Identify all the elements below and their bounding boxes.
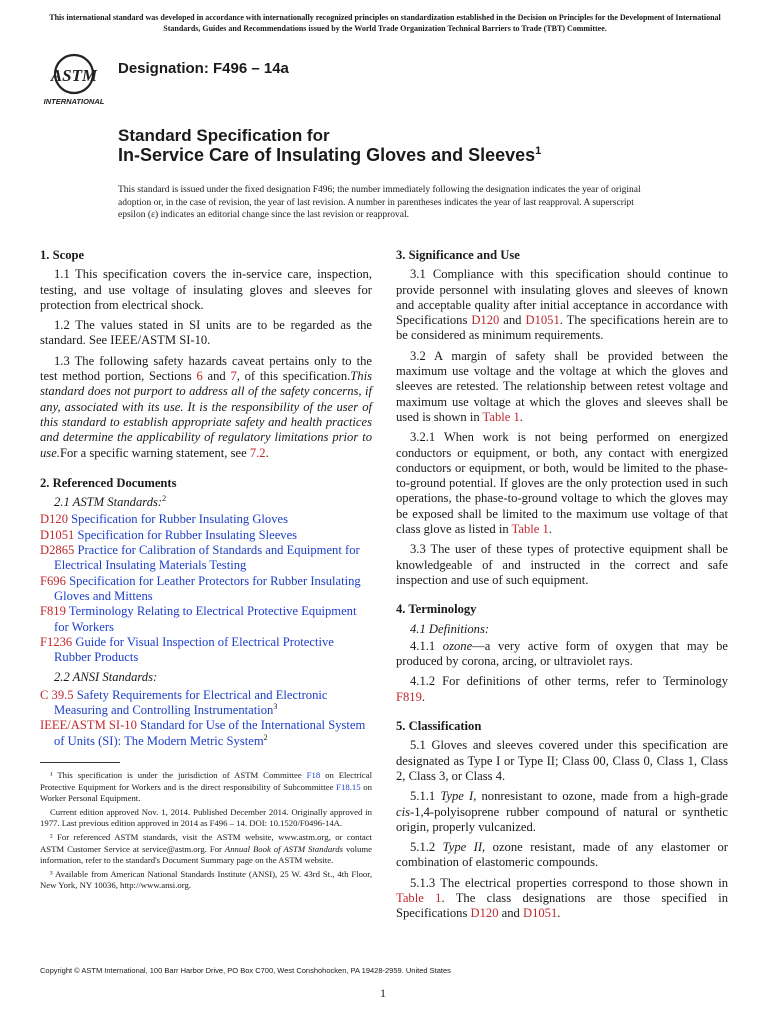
reference-title-link[interactable]: Standard for Use of the International System of Units (SI): The Modern Metric System bbox=[54, 718, 366, 748]
reference-item bbox=[40, 635, 372, 666]
designation: Designation: F496 – 14a bbox=[118, 60, 289, 77]
standard-note: This standard is issued under the fixed designation F496; the number immediately following the designation indicates the year of original adoption or, in the case of revision, the year of last revision. A number in parentheses indicates the year of last reapproval. A superscript epsilon (ε) indicates an editorial change since the last revision or reapproval. bbox=[118, 185, 641, 220]
footnote-3: ³ Available from American National Standards Institute (ANSI), 25 W. 43rd St., 4th Floor, New York, NY 10036, http://www.ansi.org. bbox=[40, 868, 372, 891]
d120-link[interactable]: D120 bbox=[470, 906, 499, 921]
top-notice: This international standard was developed in accordance with internationally recognized principles on standardization established in the Decision on Principles for the Development of International Standards, Guides and Recommendations issued by the World Trade Organization Technical Barriers to Trade (TBT) Committee. bbox=[49, 13, 721, 33]
astm-standards-list bbox=[40, 512, 372, 665]
significance-3-2-1: 3.2.1 When work is not being performed on energized conductors or equipment, or both, any contact with energized conductors or equipment, or both, would be limited to the phase-to-ground potential. If gloves are the only protection used in such operations, the phase-to-ground voltage to which the gloves may be exposed shall be limited to the maximum use voltage of that class glove as listed in Table 1. bbox=[396, 430, 728, 537]
reference-code-link[interactable]: F696 bbox=[40, 573, 66, 588]
section-6-link[interactable]: 6 bbox=[196, 369, 203, 384]
classification-5-1-2: 5.1.2 Type II, ozone resistant, made of any elastomer or combination of elastomeric compounds. bbox=[396, 840, 728, 870]
d1051-link[interactable]: D1051 bbox=[525, 313, 560, 328]
reference-code-link[interactable]: D2865 bbox=[40, 543, 75, 558]
ansi-standards-label: 2.2 ANSI Standards: bbox=[54, 670, 158, 685]
reference-code-link[interactable]: F1236 bbox=[40, 634, 73, 649]
reference-title-link[interactable]: Safety Requirements for Electrical and Electronic Measuring and Controlling Instrumentation bbox=[54, 687, 328, 718]
copyright: Copyright © ASTM International, 100 Barr Harbor Drive, PO Box C700, West Conshohocken, PA 19428-2959. United States bbox=[40, 966, 451, 975]
footnote-1-edition: Current edition approved Nov. 1, 2014. Published December 2014. Originally approved in 1977. Last previous edition approved in 2014 as F496 – 14. DOI: 10.1520/F0496-14A. bbox=[40, 806, 372, 829]
scope-heading: 1. Scope bbox=[40, 248, 85, 262]
f18-15-link[interactable]: F18.15 bbox=[336, 781, 361, 792]
reference-item bbox=[40, 528, 372, 543]
footnotes bbox=[40, 770, 372, 894]
terminology-4-1-2: 4.1.2 For definitions of other terms, refer to Terminology F819. bbox=[396, 674, 728, 704]
reference-title-link[interactable]: Specification for Rubber Insulating Gloves bbox=[71, 512, 288, 527]
title-line-2: In-Service Care of Insulating Gloves and Sleeves$^1$ bbox=[118, 145, 542, 165]
f819-link[interactable]: F819 bbox=[396, 689, 422, 704]
right-column bbox=[396, 248, 728, 927]
reference-title-link[interactable]: Terminology Relating to Electrical Protective Equipment for Workers bbox=[54, 604, 357, 634]
left-column bbox=[40, 248, 372, 754]
definitions-label: 4.1 Definitions: bbox=[410, 621, 490, 636]
ansi-standards-list bbox=[40, 688, 372, 749]
astm-logo bbox=[40, 52, 112, 108]
reference-title-link[interactable]: Practice for Calibration of Standards and Equipment for Electrical Insulating Materials Testing bbox=[54, 543, 360, 573]
scope-1-3: 1.3 The following safety hazards caveat pertains only to the test method portion, Sections 6 and 7, of this specification.This standard does not purport to address all of the safety concerns, if any, associated with its use. It is the responsibility of the user of this standard to establish appropriate safety and health practices and determine the applicability of regulatory limitations prior to use.For a specific warning statement, see 7.2. bbox=[40, 353, 372, 460]
page-number: 1 bbox=[380, 986, 386, 1000]
footnote-rule bbox=[40, 762, 120, 763]
title-footnote-mark: 1 bbox=[535, 145, 542, 157]
reference-title-link[interactable]: Guide for Visual Inspection of Electrical Protective Rubber Products bbox=[54, 634, 334, 665]
reference-item bbox=[40, 604, 372, 635]
reference-item bbox=[40, 512, 372, 527]
classification-5-1: 5.1 Gloves and sleeves covered under this specification are designated as Type I or Type II; Class 00, Class 0, Class 1, Class 2, Class 3, or Class 4. bbox=[396, 738, 728, 783]
reference-footnote-mark: 3 bbox=[273, 701, 278, 711]
significance-3-3: 3.3 The user of these types of protective equipment shall be knowledgeable of and instructed in the correct and safe inspection and use of such equipment. bbox=[396, 542, 728, 587]
classification-heading: 5. Classification bbox=[396, 719, 482, 734]
d1051-link[interactable]: D1051 bbox=[522, 906, 558, 921]
section-7-2-link[interactable]: 7.2 bbox=[249, 445, 266, 460]
title-line-1: Standard Specification for bbox=[118, 126, 330, 145]
reference-item bbox=[40, 574, 372, 605]
section-7-link[interactable]: 7 bbox=[230, 369, 237, 384]
refdocs-heading: 2. Referenced Documents bbox=[40, 475, 177, 490]
reference-title-link[interactable]: Specification for Leather Protectors for Rubber Insulating Gloves and Mittens bbox=[54, 573, 361, 603]
reference-code-link[interactable]: IEEE/ASTM SI-10 bbox=[40, 718, 137, 733]
reference-code-link[interactable]: C 39.5 bbox=[40, 687, 74, 702]
significance-3-1: 3.1 Compliance with this specification should continue to provide personnel with insulating gloves and sleeves of known and acceptable quality after initial acceptance in accordance with Specifications D120 and D1051. The specifications herein are to be considered as minimum requirements. bbox=[396, 267, 729, 343]
scope-1-2: 1.2 The values stated in SI units are to be regarded as the standard. See IEEE/ASTM SI-10. bbox=[40, 318, 372, 348]
significance-3-2: 3.2 A margin of safety shall be provided between the maximum use voltage and the voltage at which the gloves and sleeves are retested. The relationship between retest voltage and maximum use voltage at which the gloves and sleeves shall be used is shown in Table 1. bbox=[396, 348, 728, 424]
table-1-link[interactable]: Table 1 bbox=[396, 890, 442, 905]
table-1-link[interactable]: Table 1 bbox=[511, 522, 549, 537]
logo-letters: ASTM bbox=[50, 66, 98, 85]
significance-heading: 3. Significance and Use bbox=[396, 248, 520, 262]
reference-code-link[interactable]: D120 bbox=[40, 512, 68, 527]
astm-standards-label: 2.1 ASTM Standards:$^2$ bbox=[54, 493, 167, 510]
footnote-2: ² For referenced ASTM standards, visit the ASTM website, www.astm.org, or contact ASTM Customer Service at service@astm.org. For Annual Book of ASTM Standards volume information, refer to the standard's Document Summary page on the ASTM website. bbox=[40, 831, 372, 866]
footnote-1: ¹ This specification is under the jurisdiction of ASTM Committee F18 on Electrical Protective Equipment for Workers and is the direct responsibility of Subcommittee F18.15 on Worker Personal Equipment. bbox=[40, 770, 372, 804]
reference-item bbox=[40, 688, 372, 719]
reference-code-link[interactable]: F819 bbox=[40, 604, 66, 619]
reference-code-link[interactable]: D1051 bbox=[40, 527, 75, 542]
f18-link[interactable]: F18 bbox=[306, 770, 321, 780]
table-1-link[interactable]: Table 1 bbox=[482, 409, 520, 424]
d120-link[interactable]: D120 bbox=[471, 313, 500, 328]
astm-logo-icon bbox=[40, 52, 112, 108]
terminology-4-1-1: 4.1.1 ozone—a very active form of oxygen that may be produced by corona, arcing, or ultraviolet rays. bbox=[396, 638, 728, 669]
classification-5-1-1: 5.1.1 Type I, nonresistant to ozone, made from a high-grade cis-1,4-polyisoprene rubber compound of natural or synthetic origin, properly vulcanized. bbox=[396, 789, 728, 834]
scope-1-1: 1.1 This specification covers the in-service care, inspection, testing, and use voltage of insulating gloves and sleeves for protection from electrical shock. bbox=[40, 267, 372, 312]
terminology-heading: 4. Terminology bbox=[396, 602, 477, 617]
reference-title-link[interactable]: Specification for Rubber Insulating Sleeves bbox=[77, 527, 298, 542]
reference-item bbox=[40, 543, 372, 574]
reference-footnote-mark: 2 bbox=[263, 732, 268, 742]
logo-caption: INTERNATIONAL bbox=[43, 97, 105, 106]
reference-item bbox=[40, 718, 372, 749]
classification-5-1-3: 5.1.3 The electrical properties correspond to those shown in Table 1. The class designations are those specified in Specifications D120 and D1051. bbox=[396, 875, 728, 921]
